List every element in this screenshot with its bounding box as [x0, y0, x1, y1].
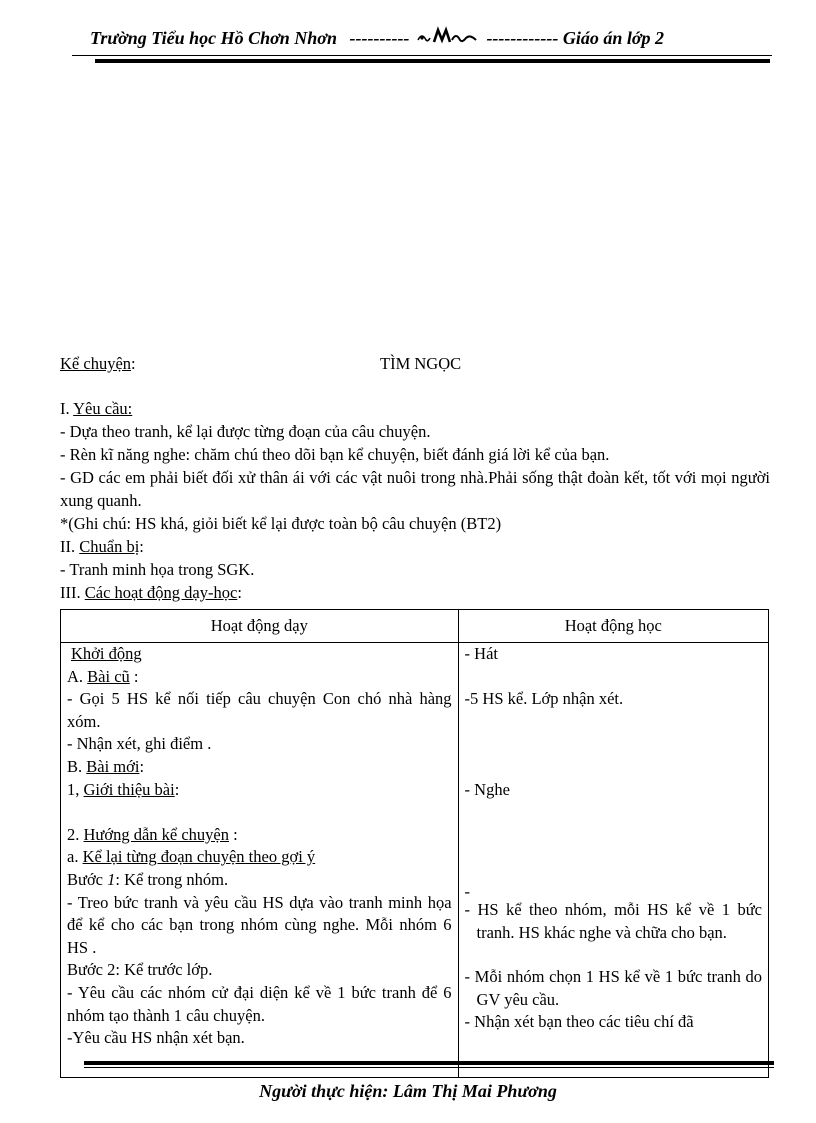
subject-colon: : — [131, 354, 136, 373]
table-header-row — [61, 610, 769, 643]
lesson-title-row — [60, 352, 770, 375]
section-preparation-heading: II. Chuẩn bị: — [60, 537, 144, 556]
header-dashes-left: ---------- — [349, 28, 410, 48]
requirement-item: - Rèn kĩ năng nghe: chăm chú theo dõi bạn kể chuyện, biết đánh giá lời kể của bạn. — [60, 445, 610, 464]
teacher-step: -Yêu cầu HS nhận xét bạn. — [67, 1028, 245, 1048]
school-name: Trường Tiểu học Hồ Chơn Nhơn — [90, 28, 337, 48]
step1-heading: Bước 1: Kể trong nhóm. — [67, 869, 229, 889]
student-step: - Hát — [464, 644, 498, 663]
preparation-item: - Tranh minh họa trong SGK. — [60, 560, 255, 579]
header-rule-thick — [95, 59, 770, 63]
table-row — [61, 643, 769, 1078]
activities-table — [60, 609, 769, 1078]
student-step: - Nghe — [464, 779, 510, 799]
section-requirements-heading: I. Yêu cầu: — [60, 399, 133, 418]
guide-heading: Hướng dẫn kể chuyện — [83, 824, 230, 844]
teacher-step: - Nhận xét, ghi điểm . — [67, 734, 212, 754]
author-footer: Người thực hiện: Lâm Thị Mai Phương — [259, 1081, 557, 1101]
subject-label: Kể chuyện — [60, 354, 132, 373]
ornament-logo-icon — [416, 26, 480, 51]
student-step: - — [464, 881, 471, 901]
warmup-heading: Khởi động — [71, 644, 142, 663]
lesson-content — [60, 352, 770, 604]
requirement-note: *(Ghi chú: HS khá, giỏi biết kể lại được toàn bộ câu chuyện (BT2) — [60, 514, 502, 533]
teacher-column: Khởi động A. Bài cũ : - Gọi 5 HS kể nối tiếp câu chuyện Con chó nhà hàng xóm. - Nhận xét, ghi điểm . B. Bài mới: 1, Giới thiệu bài: 2. Hướng dẫn kể chuyện : a. Kể lại từng đoạn chuyện theo gợi ý Bước 1: Kể trong nhóm. - Treo bức tranh và yêu cầu HS dựa vào tranh minh họa để kể cho các bạn trong nhóm cùng nghe. Mỗi nhóm 6 HS . Bước 2: Kể trước lớp. - Yêu cầu các nhóm cử đại diện kể về 1 bức tranh để 6 nhóm tạo thành 1 câu chuyện. -Yêu cầu HS nhận xét bạn. — [61, 643, 459, 1078]
story-title: TÌM NGỌC — [380, 354, 462, 373]
teacher-step: - Gọi 5 HS kể nối tiếp câu chuyện Con chó nhà hàng xóm. — [67, 689, 452, 731]
header-dashes-right: ------------ — [486, 28, 559, 48]
section-activities-heading: III. Các hoạt động dạy-học: — [60, 583, 242, 602]
student-step: - Mỗi nhóm chọn 1 HS kể về 1 bức tranh do GV yêu cầu. — [464, 967, 762, 1009]
header-teacher-activities: Hoạt động dạy — [61, 610, 459, 643]
page-header — [90, 26, 690, 52]
header-rule-thin — [72, 55, 772, 56]
review-heading: Bài cũ — [87, 666, 130, 686]
step2-heading: Bước 2: Kể trước lớp. — [67, 960, 213, 980]
footer-rule-thin — [84, 1067, 774, 1068]
intro-heading: Giới thiệu bài — [83, 779, 175, 799]
teacher-step: - Treo bức tranh và yêu cầu HS dựa vào tranh minh họa để kể cho các bạn trong nhóm cùng nghe. Mỗi nhóm 6 HS . — [67, 892, 452, 957]
header-student-activities: Hoạt động học — [458, 610, 768, 643]
retell-heading: Kể lại từng đoạn chuyện theo gợi ý — [82, 847, 316, 867]
student-step: - HS kể theo nhóm, mỗi HS kể về 1 bức tranh. HS khác nghe và chữa cho bạn. — [464, 899, 762, 942]
requirements-heading: Yêu cầu: — [73, 399, 133, 418]
preparation-heading: Chuẩn bị — [79, 537, 140, 556]
requirement-item: - GD các em phải biết đối xử thân ái với các vật nuôi trong nhà.Phải sống thật đoàn kết, tốt với mọi người xung quanh. — [60, 468, 770, 510]
new-lesson-heading: Bài mới — [86, 756, 140, 776]
activities-heading: Các hoạt động dạy-học — [84, 583, 238, 602]
requirement-item: - Dựa theo tranh, kể lại được từng đoạn của câu chuyện. — [60, 422, 431, 441]
student-step: -5 HS kể. Lớp nhận xét. — [464, 689, 624, 709]
student-column — [458, 643, 768, 1078]
teacher-step: - Yêu cầu các nhóm cử đại diện kể về 1 bức tranh để 6 nhóm tạo thành 1 câu chuyện. — [67, 982, 452, 1025]
footer-rule-thick — [84, 1061, 774, 1065]
grade-label: Giáo án lớp 2 — [562, 28, 665, 48]
student-step: - Nhận xét bạn theo các tiêu chí đã — [464, 1012, 694, 1032]
